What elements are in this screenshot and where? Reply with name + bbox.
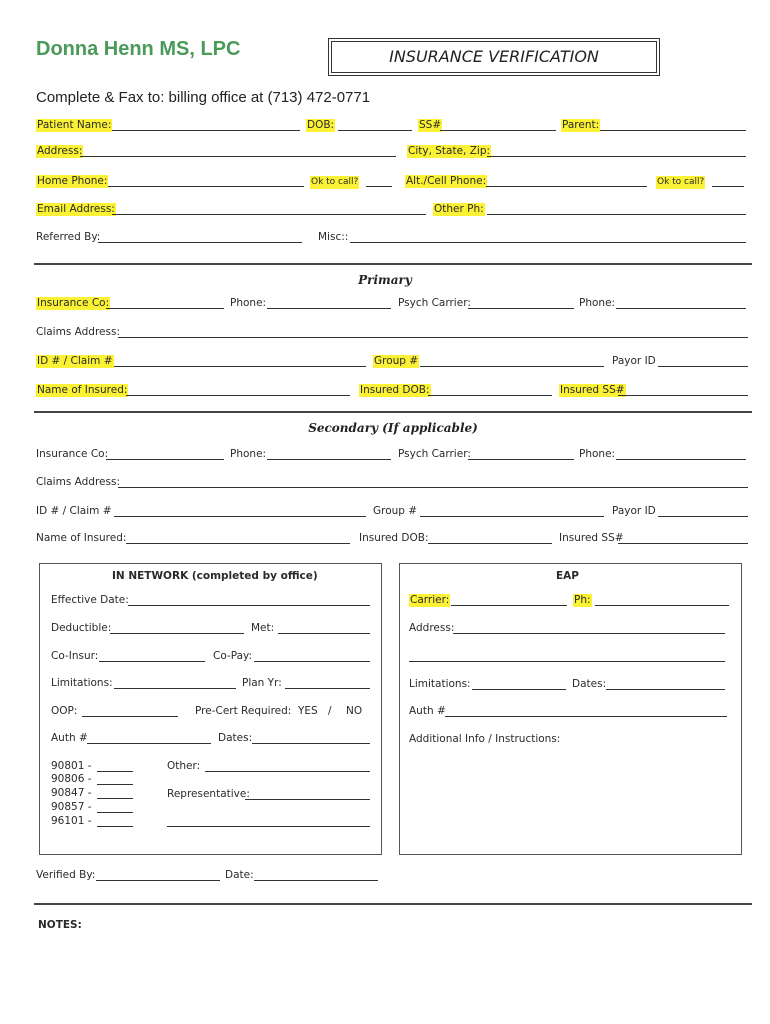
met-field[interactable] [278, 633, 370, 634]
primary-insurance-co-label: Insurance Co: [37, 297, 110, 309]
eap-ph-field[interactable] [595, 605, 729, 606]
verified-by-field[interactable] [96, 880, 220, 881]
primary-claims-address-field[interactable] [118, 337, 748, 338]
primary-group-label: Group # [374, 355, 419, 367]
eap-address-label: Address: [409, 622, 455, 634]
primary-phone-label: Phone: [230, 297, 267, 309]
eap-additional-info-label: Additional Info / Instructions: [409, 733, 561, 745]
primary-phone2-label: Phone: [579, 297, 616, 309]
referred-by-field[interactable] [98, 242, 302, 243]
verified-by-label: Verified By: [36, 869, 96, 881]
code-96101-field[interactable] [97, 826, 133, 827]
secondary-insured-dob-field[interactable] [428, 543, 552, 544]
eap-auth-label: Auth # [409, 705, 446, 717]
deductible-field[interactable] [110, 633, 244, 634]
primary-insurance-co-field[interactable] [106, 308, 224, 309]
ok-to-call-2-label: Ok to call? [657, 177, 705, 187]
effective-date-field[interactable] [128, 605, 370, 606]
code-90857-field[interactable] [97, 812, 133, 813]
other-ph-label: Other Ph: [434, 203, 484, 215]
primary-psych-carrier-label: Psych Carrier: [398, 297, 471, 309]
alt-cell-phone-field[interactable] [486, 186, 647, 187]
patient-name-label: Patient Name: [37, 119, 112, 131]
primary-group-field[interactable] [420, 366, 604, 367]
notes-area[interactable] [36, 936, 750, 1016]
secondary-claims-address-label: Claims Address: [36, 476, 120, 488]
primary-insured-ss-field[interactable] [618, 395, 748, 396]
secondary-title: Secondary (If applicable) [308, 421, 478, 435]
effective-date-label: Effective Date: [51, 594, 129, 606]
primary-claims-address-label: Claims Address: [36, 326, 120, 338]
other-ph-field[interactable] [487, 214, 746, 215]
misc-label: Misc:: [318, 231, 349, 243]
secondary-id-claim-field[interactable] [114, 516, 366, 517]
pre-cert-label: Pre-Cert Required: [195, 705, 292, 717]
address-field[interactable] [80, 156, 396, 157]
pre-cert-no[interactable]: NO [346, 705, 363, 717]
secondary-insured-dob-label: Insured DOB: [359, 532, 429, 544]
representative-label: Representative: [167, 788, 250, 800]
representative-extra-field[interactable] [167, 826, 370, 827]
primary-payor-id-label: Payor ID [612, 355, 656, 367]
eap-dates-field[interactable] [606, 689, 725, 690]
secondary-phone2-field[interactable] [616, 459, 746, 460]
eap-title: EAP [556, 570, 579, 582]
eap-auth-field[interactable] [445, 716, 727, 717]
dob-label: DOB: [307, 119, 335, 131]
code-96101-label: 96101 - [51, 815, 92, 827]
primary-name-of-insured-field[interactable] [126, 395, 350, 396]
form-title: INSURANCE VERIFICATION [389, 47, 599, 66]
address-label: Address: [37, 145, 83, 157]
primary-insured-dob-field[interactable] [428, 395, 552, 396]
code-90847-label: 90847 - [51, 787, 92, 799]
fax-instructions: Complete & Fax to: billing office at (713) 472-0771 [36, 89, 371, 106]
met-label: Met: [251, 622, 275, 634]
code-90847-field[interactable] [97, 798, 133, 799]
dob-field[interactable] [338, 130, 412, 131]
eap-dates-label: Dates: [572, 678, 607, 690]
pre-cert-yes[interactable]: YES [298, 705, 318, 717]
primary-id-claim-field[interactable] [114, 366, 366, 367]
secondary-payor-id-label: Payor ID [612, 505, 656, 517]
secondary-insurance-co-label: Insurance Co: [36, 448, 109, 460]
primary-id-claim-label: ID # / Claim # [37, 355, 113, 367]
primary-payor-id-field[interactable] [658, 366, 748, 367]
other-label: Other: [167, 760, 201, 772]
code-90801-label: 90801 - [51, 760, 92, 772]
plan-yr-label: Plan Yr: [242, 677, 282, 689]
misc-field[interactable] [350, 242, 746, 243]
notes-label: NOTES: [38, 919, 82, 931]
primary-name-of-insured-label: Name of Insured: [37, 384, 128, 396]
secondary-name-of-insured-field[interactable] [126, 543, 350, 544]
primary-phone-field[interactable] [267, 308, 391, 309]
home-phone-label: Home Phone: [37, 175, 108, 187]
code-90857-label: 90857 - [51, 801, 92, 813]
secondary-id-claim-label: ID # / Claim # [36, 505, 112, 517]
home-phone-field[interactable] [108, 186, 304, 187]
ssn-field[interactable] [440, 130, 556, 131]
representative-field[interactable] [245, 799, 370, 800]
secondary-claims-address-field[interactable] [118, 487, 748, 488]
primary-insured-dob-label: Insured DOB: [360, 384, 430, 396]
secondary-group-label: Group # [373, 505, 418, 517]
secondary-insured-ss-field[interactable] [618, 543, 748, 544]
other-field[interactable] [205, 771, 370, 772]
email-field[interactable] [112, 214, 426, 215]
secondary-insured-ss-label: Insured SS# [559, 532, 624, 544]
practice-name: Donna Henn MS, LPC [36, 38, 241, 60]
email-label: Email Address: [37, 203, 115, 215]
ok-to-call-field[interactable] [366, 186, 392, 187]
in-network-dates-label: Dates: [218, 732, 253, 744]
in-network-auth-label: Auth # [51, 732, 88, 744]
secondary-group-field[interactable] [420, 516, 604, 517]
patient-name-field[interactable] [112, 130, 300, 131]
in-network-title: IN NETWORK (completed by office) [112, 570, 318, 582]
secondary-phone-field[interactable] [267, 459, 391, 460]
in-network-limitations-field[interactable] [114, 688, 236, 689]
secondary-phone2-label: Phone: [579, 448, 616, 460]
eap-box [399, 563, 742, 855]
city-state-zip-field[interactable] [487, 156, 746, 157]
ok-to-call-2-field[interactable] [712, 186, 744, 187]
divider-notes [34, 903, 752, 905]
secondary-payor-id-field[interactable] [658, 516, 748, 517]
eap-carrier-label: Carrier: [410, 594, 450, 606]
ssn-label: SS# [419, 119, 442, 131]
secondary-psych-carrier-label: Psych Carrier: [398, 448, 471, 460]
co-pay-label: Co-Pay: [213, 650, 253, 662]
footer-date-label: Date: [225, 869, 254, 881]
primary-phone2-field[interactable] [616, 308, 746, 309]
eap-ph-label: Ph: [574, 594, 591, 606]
alt-cell-phone-label: Alt./Cell Phone: [406, 175, 487, 187]
divider-secondary [34, 411, 752, 413]
code-90801-field[interactable] [97, 771, 133, 772]
secondary-psych-carrier-field[interactable] [468, 459, 574, 460]
secondary-insurance-co-field[interactable] [106, 459, 224, 460]
in-network-limitations-label: Limitations: [51, 677, 113, 689]
city-state-zip-label: City, State, Zip: [408, 145, 491, 157]
divider-primary [34, 263, 752, 265]
referred-by-label: Referred By: [36, 231, 101, 243]
code-90806-label: 90806 - [51, 773, 92, 785]
form-title-box [328, 38, 660, 76]
in-network-dates-field[interactable] [252, 743, 370, 744]
eap-carrier-field[interactable] [451, 605, 567, 606]
eap-limitations-label: Limitations: [409, 678, 471, 690]
primary-insured-ss-label: Insured SS# [560, 384, 625, 396]
secondary-name-of-insured-label: Name of Insured: [36, 532, 127, 544]
plan-yr-field[interactable] [285, 688, 370, 689]
deductible-label: Deductible: [51, 622, 112, 634]
primary-title: Primary [358, 273, 412, 287]
code-90806-field[interactable] [97, 784, 133, 785]
ok-to-call-label: Ok to call? [311, 177, 359, 187]
oop-label: OOP: [51, 705, 78, 717]
co-pay-field[interactable] [254, 661, 370, 662]
secondary-phone-label: Phone: [230, 448, 267, 460]
eap-address-field[interactable] [453, 633, 725, 634]
primary-psych-carrier-field[interactable] [468, 308, 574, 309]
oop-field[interactable] [82, 716, 178, 717]
eap-address-line2-field[interactable] [409, 661, 725, 662]
parent-field[interactable] [600, 130, 746, 131]
in-network-auth-field[interactable] [87, 743, 211, 744]
pre-cert-slash: / [328, 705, 332, 717]
parent-label: Parent: [562, 119, 600, 131]
co-insur-label: Co-Insur: [51, 650, 99, 662]
footer-date-field[interactable] [254, 880, 378, 881]
eap-limitations-field[interactable] [472, 689, 566, 690]
co-insur-field[interactable] [99, 661, 205, 662]
